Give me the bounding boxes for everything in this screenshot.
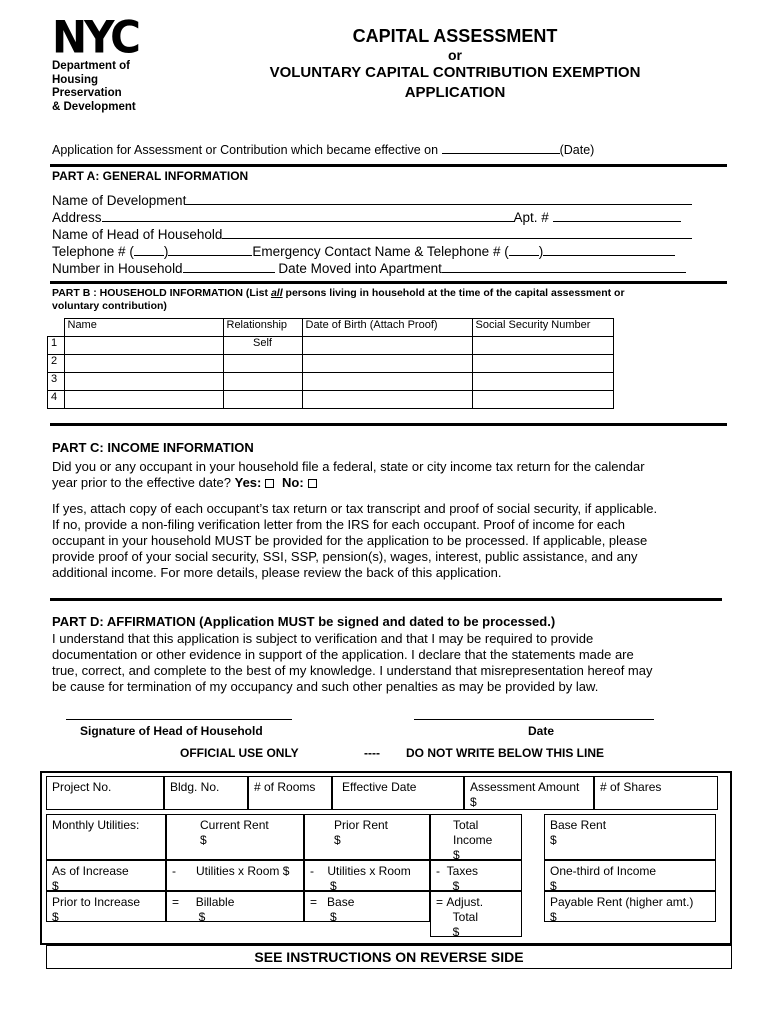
utilities-x-room-box[interactable]: - Utilities x Room $: [166, 860, 304, 891]
name-cell[interactable]: [64, 391, 223, 409]
signature-label: Signature of Head of Household: [80, 724, 263, 738]
adjusted-total-box[interactable]: = Adjust. Total $: [430, 891, 522, 937]
date-line[interactable]: [414, 719, 654, 720]
ssn-cell[interactable]: [472, 337, 613, 355]
project-no-box[interactable]: Project No.: [46, 776, 164, 810]
monthly-utilities-box: Monthly Utilities:: [46, 814, 166, 860]
date-label: Date: [528, 724, 555, 738]
table-row: 1 Self: [48, 337, 614, 355]
current-rent-box[interactable]: Current Rent $: [166, 814, 304, 860]
no-checkbox[interactable]: [308, 479, 317, 488]
name-cell[interactable]: [64, 337, 223, 355]
as-of-increase-box[interactable]: As of Increase $: [46, 860, 166, 891]
yes-checkbox[interactable]: [265, 479, 274, 488]
rooms-box[interactable]: # of Rooms: [248, 776, 332, 810]
income-question: Did you or any occupant in your household file a federal, state or city income tax return for the calendar year prior to the effective date? Yes: No:: [52, 459, 645, 490]
relationship-cell[interactable]: [223, 391, 302, 409]
nyc-logo-mark: NYC: [52, 11, 138, 64]
bldg-no-box[interactable]: Bldg. No.: [164, 776, 248, 810]
col-dob: Date of Birth (Attach Proof): [302, 319, 472, 337]
total-income-box[interactable]: Total Income $: [430, 814, 522, 860]
col-ssn: Social Security Number: [472, 319, 613, 337]
one-third-income-box[interactable]: One-third of Income $: [544, 860, 716, 891]
part-b-heading: PART B : HOUSEHOLD INFORMATION (List all persons living in household at the time of the capital assessment or voluntary contribution): [52, 287, 625, 312]
instructions-footer: SEE INSTRUCTIONS ON REVERSE SIDE: [46, 945, 732, 969]
official-use-label: OFFICIAL USE ONLY: [180, 746, 299, 760]
name-cell[interactable]: [64, 355, 223, 373]
prior-to-increase-box[interactable]: Prior to Increase $: [46, 891, 166, 922]
shares-box[interactable]: # of Shares: [594, 776, 718, 810]
table-header-row: [48, 319, 614, 337]
ssn-cell[interactable]: [472, 391, 613, 409]
part-a-heading: PART A: GENERAL INFORMATION: [52, 169, 249, 183]
base-rent-box[interactable]: Base Rent $: [544, 814, 716, 860]
relationship-cell[interactable]: [223, 355, 302, 373]
part-a-fields: Name of Development Address Apt. # Name of Head of Household Telephone # ( ) Emergency Contact Name & Telephone # ( ) Number in Household Date Moved into Apartment: [52, 192, 702, 277]
address-field[interactable]: [102, 209, 514, 222]
ssn-cell[interactable]: [472, 355, 613, 373]
part-d-heading: PART D: AFFIRMATION (Application MUST be signed and dated to be processed.): [52, 614, 556, 629]
dob-cell[interactable]: [302, 391, 472, 409]
telephone-area-field[interactable]: [134, 243, 164, 256]
taxes-box[interactable]: - Taxes $: [430, 860, 522, 891]
form-title: CAPITAL ASSESSMENT or VOLUNTARY CAPITAL CONTRIBUTION EXEMPTION APPLICATION: [269, 26, 641, 101]
development-name-field[interactable]: [186, 192, 692, 205]
col-relationship: Relationship: [223, 319, 302, 337]
dob-cell[interactable]: [302, 355, 472, 373]
nyc-hpd-logo: [52, 11, 162, 114]
col-name: Name: [64, 319, 223, 337]
income-instructions: If yes, attach copy of each occupant’s tax return or tax transcript and proof of social security, if applicable. If no, provide a non-filing verification letter from the IRS for each occupant. Proof of income for each occupant in your household MUST be provided for the application to be processed. If applicable, please provide proof of your social security, SSI, SSP, pension(s), wages, interest, public assistance, and any additional income. For more details, please review the back of this application.: [52, 501, 658, 580]
divider: [50, 598, 722, 601]
payable-rent-box[interactable]: Payable Rent (higher amt.) $: [544, 891, 716, 922]
effective-date-box[interactable]: Effective Date: [332, 776, 464, 810]
table-row: 4: [48, 391, 614, 409]
base-box[interactable]: = Base $: [304, 891, 430, 922]
table-row: 2: [48, 355, 614, 373]
divider: [50, 164, 727, 167]
effective-date-line: Application for Assessment or Contribution which became effective on (Date): [52, 143, 595, 157]
head-of-household-field[interactable]: [222, 226, 692, 239]
ssn-cell[interactable]: [472, 373, 613, 391]
prior-utilities-box[interactable]: - Utilities x Room $: [304, 860, 430, 891]
apt-field[interactable]: [553, 209, 681, 222]
billable-box[interactable]: = Billable $: [166, 891, 304, 922]
divider: [50, 423, 727, 426]
prior-rent-box[interactable]: Prior Rent $: [304, 814, 430, 860]
effective-date-field[interactable]: [442, 141, 560, 154]
emergency-area-field[interactable]: [509, 243, 539, 256]
household-table: [47, 318, 614, 409]
dob-cell[interactable]: [302, 373, 472, 391]
table-row: 3: [48, 373, 614, 391]
household-count-field[interactable]: [183, 260, 275, 273]
relationship-cell[interactable]: [223, 373, 302, 391]
signature-line[interactable]: [66, 719, 292, 720]
dashes: ----: [364, 746, 380, 760]
do-not-write-label: DO NOT WRITE BELOW THIS LINE: [406, 746, 604, 760]
emergency-contact-field[interactable]: [543, 243, 675, 256]
assessment-amount-box[interactable]: Assessment Amount $: [464, 776, 594, 810]
divider: [50, 281, 727, 284]
telephone-field[interactable]: [168, 243, 252, 256]
dob-cell[interactable]: [302, 337, 472, 355]
date-moved-field[interactable]: [442, 260, 686, 273]
name-cell[interactable]: [64, 373, 223, 391]
part-c-heading: PART C: INCOME INFORMATION: [52, 440, 254, 455]
affirmation-text: I understand that this application is subject to verification and that I may be required to provide documentation or other evidence in support of the application. I declare that the statements made are true, correct, and complete to the best of my knowledge. I understand that misrepresentation hereof may be cause for termination of my occupancy and such other penalties as may be provided by law.: [52, 631, 653, 694]
agency-name: Department of Housing Preservation & Development: [52, 60, 136, 113]
